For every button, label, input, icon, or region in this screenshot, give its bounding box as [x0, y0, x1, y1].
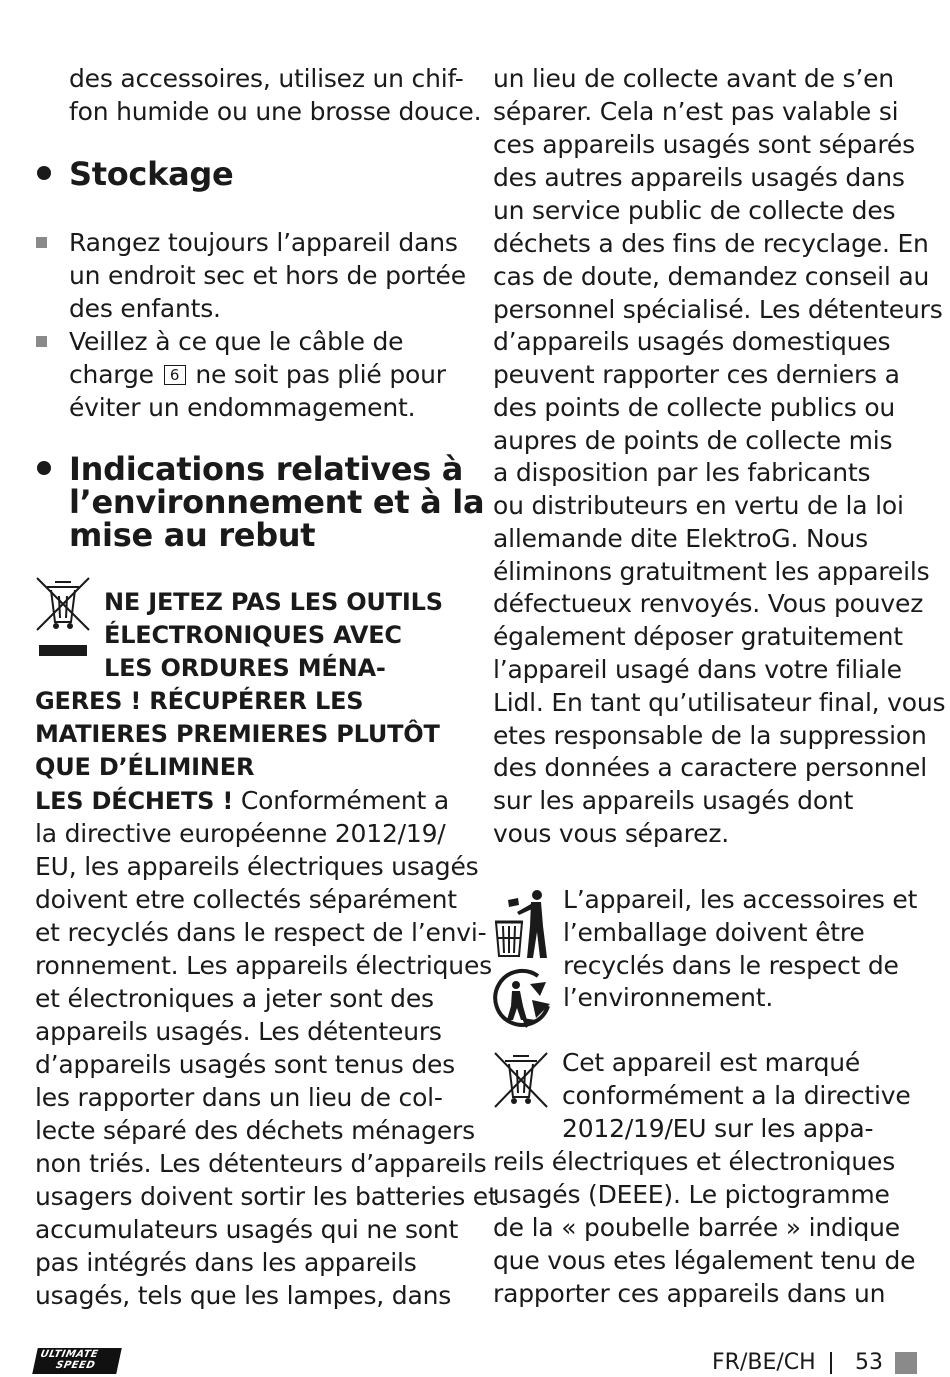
text-line: de la « poubelle barrée » indique [493, 1213, 900, 1242]
text-fragment: charge [69, 360, 154, 389]
heading-line: l’environnement et à la [69, 483, 485, 521]
text-fragment: Conformément a [233, 786, 449, 815]
warning-bold-fragment: LES DÉCHETS ! [35, 787, 234, 815]
crossed-out-bin-icon [493, 1051, 549, 1111]
text-line: aupres de points de collecte mis [493, 426, 893, 455]
text-line: conformément a la directive [562, 1081, 911, 1110]
list-item-line: éviter un endommagement. [69, 393, 416, 422]
footer-square-marker [895, 1352, 917, 1374]
text-line: l’emballage doivent être [563, 918, 865, 947]
warning-line: QUE D’ÉLIMINER [35, 753, 255, 781]
text-line: ronnement. Les appareils électriques [35, 951, 492, 980]
text-line: d’appareils usagés sont tenus des [35, 1050, 456, 1079]
text-line: et recyclés dans le respect de l’envi- [35, 918, 487, 947]
text-line: recyclés dans le respect de [563, 951, 899, 980]
list-item-line: des enfants. [69, 294, 221, 323]
heading-bullet [37, 461, 51, 475]
text-line: cas de doute, demandez conseil au [493, 262, 930, 291]
text-line: usagés, tels que les lampes, dans [35, 1281, 452, 1310]
recycling-symbol-icon [492, 966, 556, 1030]
heading-line: Indications relatives à [69, 450, 464, 488]
text-line: également déposer gratuitement [493, 622, 903, 651]
text-line: sur les appareils usagés dont [493, 786, 854, 815]
list-item-line: Rangez toujours l’appareil dans [69, 228, 458, 257]
text-line: des points de collecte publics ou [493, 393, 896, 422]
text-line: un service public de collecte des [493, 196, 896, 225]
text-line: fon humide ou une brosse douce. [69, 97, 482, 126]
warning-line: ÉLECTRONIQUES AVEC [104, 621, 402, 649]
text-line: la directive européenne 2012/19/ [35, 819, 446, 848]
text-line: séparer. Cela n’est pas valable si [493, 97, 899, 126]
warning-line: GERES ! RÉCUPÉRER LES [35, 687, 364, 715]
text-line: des accessoires, utilisez un chif- [69, 64, 464, 93]
text-line: l’environnement. [563, 983, 774, 1012]
storage-heading: Stockage [69, 155, 234, 193]
text-line: allemande dite ElektroG. Nous [493, 524, 869, 553]
list-bullet [36, 336, 47, 347]
text-line: L’appareil, les accessoires et [563, 885, 918, 914]
warning-line: LES ORDURES MÉNA- [104, 654, 386, 682]
text-line: a disposition par les fabricants [493, 458, 871, 487]
warning-line: MATIERES PREMIERES PLUTÔT [35, 720, 440, 748]
heading-line: mise au rebut [69, 516, 316, 554]
tidyman-litter-bin-icon [493, 888, 551, 960]
text-line: ou distributeurs en vertu de la loi [493, 491, 904, 520]
logo-text: ULTIMATE [39, 1349, 100, 1360]
text-line: que vous etes légalement tenu de [493, 1246, 916, 1275]
text-line: et électroniques a jeter sont des [35, 984, 434, 1013]
text-line: Cet appareil est marqué [562, 1048, 861, 1077]
text-line: accumulateurs usagés qui ne sont [35, 1215, 459, 1244]
text-line: reils électriques et électroniques [493, 1147, 896, 1176]
list-bullet [36, 237, 47, 248]
text-line: les rapporter dans un lieu de col- [35, 1083, 443, 1112]
text-line: lecte séparé des déchets ménagers [35, 1116, 475, 1145]
logo-text: SPEED [54, 1360, 97, 1371]
text-line: des données a caractere personnel [493, 753, 927, 782]
text-line: 2012/19/EU sur les appa- [562, 1114, 874, 1143]
text-line: non triés. Les détenteurs d’appareils [35, 1149, 487, 1178]
text-line: pas intégrés dans les appareils [35, 1248, 417, 1277]
language-code: FR/BE/CH [712, 1350, 816, 1375]
list-item-line [69, 358, 446, 391]
text-line: défectueux renvoyés. Vous pouvez [493, 589, 924, 618]
text-line: déchets a des fins de recyclage. En [493, 229, 929, 258]
text-line: éliminons gratuitment les appareils [493, 557, 930, 586]
text-fragment: ne soit pas plié pour [195, 360, 446, 389]
text-line: doivent etre collectés séparément [35, 885, 457, 914]
warning-line [35, 784, 449, 818]
text-line: vous vous séparez. [493, 819, 729, 848]
text-line: des autres appareils usagés dans [493, 163, 905, 192]
text-line: etes responsable de la suppression [493, 721, 927, 750]
text-line: appareils usagés. Les détenteurs [35, 1017, 442, 1046]
page-number: 53 [855, 1350, 883, 1375]
text-line: ces appareils usagés sont séparés [493, 130, 915, 159]
list-item-line: Veillez à ce que le câble de [69, 327, 404, 356]
text-line: un lieu de collecte avant de s’en [493, 64, 894, 93]
text-line: d’appareils usagés domestiques [493, 327, 891, 356]
warning-line: NE JETEZ PAS LES OUTILS [104, 588, 443, 616]
heading-bullet [37, 166, 51, 180]
text-line: usagés (DEEE). Le pictogramme [493, 1180, 890, 1209]
text-line: l’appareil usagé dans votre filiale [493, 655, 902, 684]
text-line: usagers doivent sortir les batteries et [35, 1182, 498, 1211]
text-line: Lidl. En tant qu’utilisateur final, vous [493, 688, 946, 717]
footer-divider [830, 1352, 832, 1374]
text-line: peuvent rapporter ces derniers a [493, 360, 900, 389]
text-line: EU, les appareils électriques usagés [35, 852, 479, 881]
part-reference-number: 6 [164, 365, 186, 385]
brand-logo [32, 1348, 122, 1374]
crossed-out-bin-icon [35, 576, 91, 658]
text-line: rapporter ces appareils dans un [493, 1279, 886, 1308]
text-line: personnel spécialisé. Les détenteurs [493, 295, 943, 324]
list-item-line: un endroit sec et hors de portée [69, 261, 466, 290]
